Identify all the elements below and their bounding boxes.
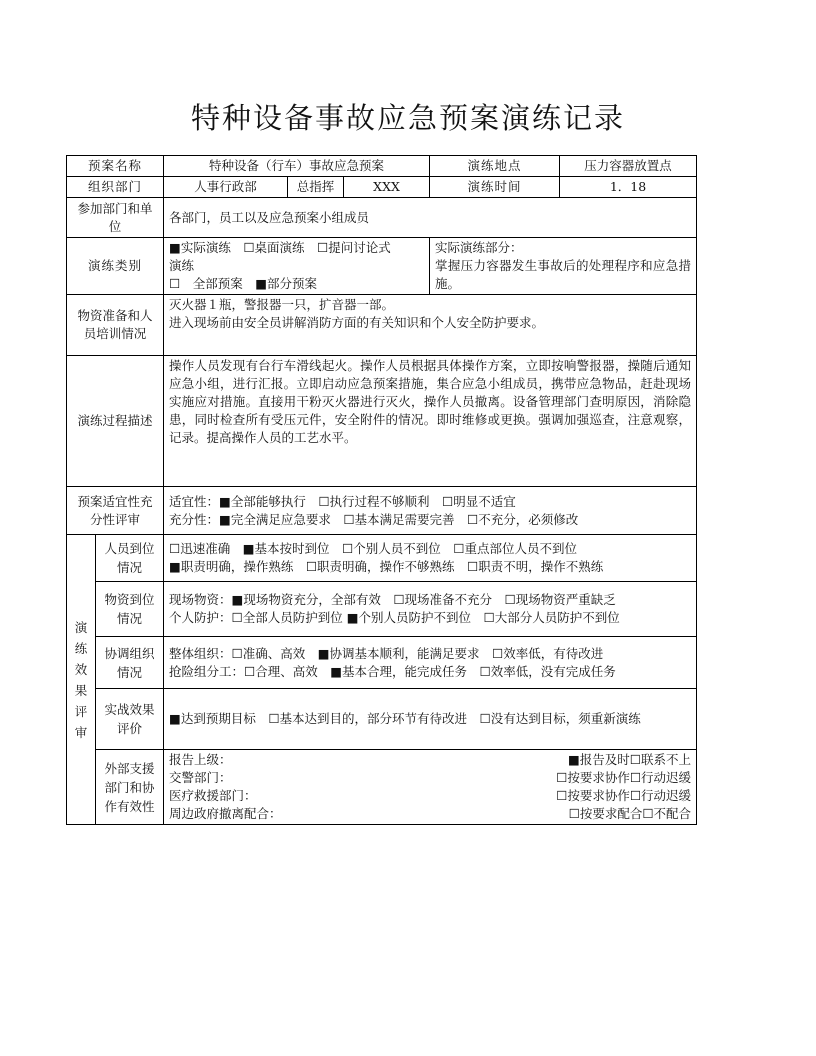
row-process xyxy=(67,356,697,487)
suitability-label: 预案适宜性充分性评审 xyxy=(67,487,164,535)
participants-label: 参加部门和单位 xyxy=(67,198,164,238)
category-options-line2: 演练 xyxy=(169,258,195,273)
external-traffic-options: ☐按要求协作☐行动迟缓 xyxy=(556,770,692,785)
evaluation-value: ■达到预期目标 ☐基本达到目的，部分环节有待改进 ☐没有达到目标，须重新演练 xyxy=(164,689,697,750)
external-government-label: 周边政府撤离配合： xyxy=(169,806,282,821)
row-category xyxy=(67,238,697,295)
org-value: 人事行政部 xyxy=(164,177,288,198)
row-participants xyxy=(67,198,697,238)
materials-line1: 灭火器１瓶，警报器一只，扩音器一部。 xyxy=(169,297,395,312)
suitability-line1: 适宜性：■全部能够执行 ☐执行过程不够顺利 ☐明显不适宜 xyxy=(169,493,516,509)
supplies-label: 物资到位情况 xyxy=(96,582,164,637)
page-title: 特种设备事故应急预案演练记录 xyxy=(190,101,625,135)
materials-label: 物资准备和人员培训情况 xyxy=(67,295,164,356)
external-traffic-label: 交警部门： xyxy=(169,770,232,785)
row-personnel xyxy=(67,535,697,582)
commander-value: XXX xyxy=(344,177,430,198)
external-row xyxy=(169,751,691,769)
materials-value xyxy=(164,295,697,356)
effect-label: 演练效果评审 xyxy=(67,535,96,825)
materials-line2: 进入现场前由安全员讲解消防方面的有关知识和个人安全防护要求。 xyxy=(169,315,545,330)
drill-record-table xyxy=(66,155,697,825)
location-value: 压力容器放置点 xyxy=(560,156,697,177)
personnel-line1: ☐迅速准确 ■基本按时到位 ☐个别人员不到位 ☐重点部位人员不到位 xyxy=(169,541,577,556)
category-options-line1: ■实际演练 ☐桌面演练 ☐提问讨论式 xyxy=(169,240,391,255)
supplies-line2: 个人防护：☐全部人员防护到位 ■个别人员防护不到位 ☐大部分人员防护不到位 xyxy=(169,610,620,625)
time-label: 演练时间 xyxy=(430,177,560,198)
supplies-line1: 现场物资：■现场物资充分，全部有效 ☐现场准备不充分 ☐现场物资严重缺乏 xyxy=(169,592,616,607)
plan-name-label: 预案名称 xyxy=(67,156,164,177)
suitability-line2: 充分性：■完全满足应急要求 ☐基本满足需要完善 ☐不充分，必须修改 xyxy=(169,511,579,527)
plan-name-value: 特种设备（行车）事故应急预案 xyxy=(164,156,430,177)
suitability-value xyxy=(164,487,697,535)
personnel-value xyxy=(164,535,697,582)
org-label: 组织部门 xyxy=(67,177,164,198)
external-report-options: ■报告及时☐联系不上 xyxy=(568,752,692,767)
commander-label: 总指挥 xyxy=(288,177,344,198)
process-label: 演练过程描述 xyxy=(67,356,164,487)
external-medical-label: 医疗救援部门： xyxy=(169,788,257,803)
row-supplies xyxy=(67,582,697,637)
participants-value: 各部门，员工以及应急预案小组成员 xyxy=(164,198,697,238)
coordination-line1: 整体组织：☐准确、高效 ■协调基本顺利，能满足要求 ☐效率低，有待改进 xyxy=(169,645,604,661)
coordination-label: 协调组织情况 xyxy=(96,637,164,689)
location-label: 演练地点 xyxy=(430,156,560,177)
external-value xyxy=(164,750,697,825)
personnel-label: 人员到位情况 xyxy=(96,535,164,582)
evaluation-label: 实战效果评价 xyxy=(96,689,164,750)
external-label: 外部支援部门和协作有效性 xyxy=(96,750,164,825)
row-plan-name xyxy=(67,156,697,177)
personnel-line2: ■职责明确，操作熟练 ☐职责明确，操作不够熟练 ☐职责不明，操作不熟练 xyxy=(169,559,604,574)
external-report-label: 报告上级： xyxy=(169,752,232,767)
external-government-options: ☐按要求配合☐不配合 xyxy=(568,806,692,821)
process-description: 操作人员发现有台行车滑线起火。操作人员根据具体操作方案，立即按响警报器，操随后通知应急小组，进行汇报。立即启动应急预案措施，集合应急小组成员，携带应急物品，赶赴现场实施应对措施。直接用干粉灭火器进行灭火，操作人员撤离。设备管理部门查明原因，消除隐患，同时检查所有受压元件，安全附件的情况。即时维修或更换。强调加强巡查，注意观察，记录。提高操作人员的工艺水平。 xyxy=(164,356,697,487)
row-coordination xyxy=(67,637,697,689)
category-practical-part xyxy=(430,238,697,295)
external-row xyxy=(169,769,691,787)
time-value: 1．18 xyxy=(560,177,697,198)
category-practical-title: 实际演练部分： xyxy=(435,240,523,255)
coordination-value xyxy=(164,637,697,689)
row-external xyxy=(67,750,697,825)
supplies-value xyxy=(164,582,697,637)
coordination-line2: 抢险组分工：☐合理、高效 ■基本合理，能完成任务 ☐效率低，没有完成任务 xyxy=(169,663,616,679)
row-evaluation xyxy=(67,689,697,750)
category-label: 演练类别 xyxy=(67,238,164,295)
external-medical-options: ☐按要求协作☐行动迟缓 xyxy=(556,788,692,803)
external-row xyxy=(169,787,691,805)
external-row xyxy=(169,805,691,823)
row-materials xyxy=(67,295,697,356)
row-organization xyxy=(67,177,697,198)
category-practical-text: 掌握压力容器发生事故后的处理程序和应急措施。 xyxy=(435,258,692,291)
category-options xyxy=(164,238,430,295)
category-options-line3: ☐ 全部预案 ■部分预案 xyxy=(169,276,318,291)
row-suitability xyxy=(67,487,697,535)
